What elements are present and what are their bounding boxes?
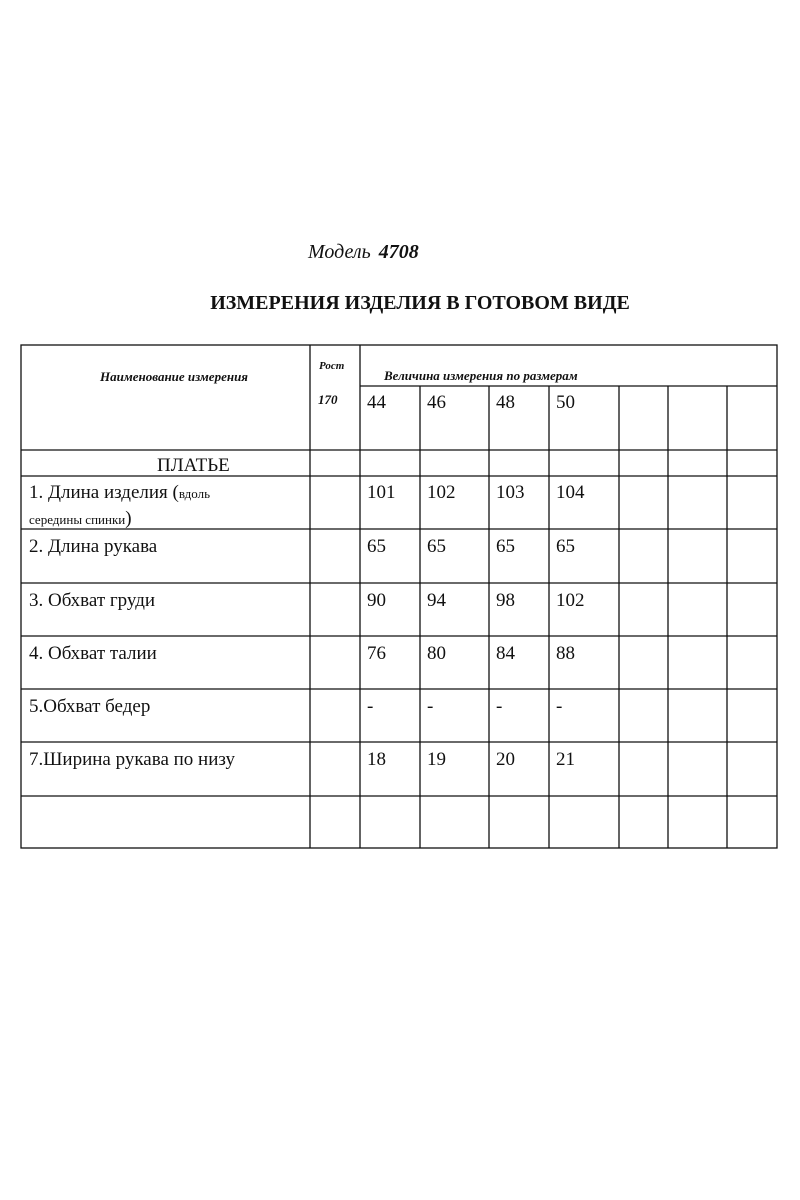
row-name-line2 (29, 509, 132, 528)
table-cell: 104 (556, 482, 585, 503)
height-value: 170 (318, 392, 338, 407)
table-cell: 76 (367, 643, 386, 664)
table-cell: 88 (556, 643, 575, 664)
table-cell: 65 (367, 536, 386, 557)
model-label: Модель (308, 241, 371, 263)
table-cell: 20 (496, 749, 515, 770)
table-cell: 103 (496, 482, 525, 503)
table-cell: 98 (496, 590, 515, 611)
model-number: 4708 (378, 241, 419, 263)
table-cell: 102 (556, 590, 585, 611)
table-cell: - (367, 696, 374, 717)
table-cell: 101 (367, 482, 396, 503)
table-cell: 90 (367, 590, 386, 611)
page-title: ИЗМЕРЕНИЯ ИЗДЕЛИЯ В ГОТОВОМ ВИДЕ (210, 292, 630, 314)
table-cell: 19 (427, 749, 446, 770)
row-name-main: 1. Длина изделия ( (29, 482, 179, 503)
size-header: 48 (496, 392, 515, 413)
table-cell: - (556, 696, 563, 717)
table-cell: 80 (427, 643, 446, 664)
table-cell: 18 (367, 749, 386, 770)
size-header: 46 (427, 392, 446, 413)
row-name (29, 483, 210, 502)
row-name-note-2: середины спинки (29, 512, 126, 527)
table-cell: 65 (427, 536, 446, 557)
row-name: 2. Длина рукава (29, 536, 158, 557)
table-cell: 84 (496, 643, 515, 664)
column-header-height: Рост (319, 360, 345, 372)
table-cell: 65 (496, 536, 515, 557)
row-name-paren: ) (125, 508, 132, 529)
table-cell: 102 (427, 482, 456, 503)
row-name: 4. Обхват талии (29, 643, 157, 664)
size-header: 50 (556, 392, 575, 413)
table-cell: 65 (556, 536, 575, 557)
row-name: 3. Обхват груди (29, 590, 156, 611)
column-header-name: Наименование измерения (100, 369, 248, 384)
size-header: 44 (367, 392, 386, 413)
column-header-sizes: Величина измерения по размерам (384, 368, 578, 383)
row-name: 5.Обхват бедер (29, 696, 151, 717)
table-cell: 94 (427, 590, 446, 611)
table-cell: - (427, 696, 434, 717)
section-label: ПЛАТЬЕ (157, 455, 230, 476)
table-cell: - (496, 696, 503, 717)
table-cell: 21 (556, 749, 575, 770)
row-name: 7.Ширина рукава по низу (29, 749, 235, 770)
row-name-note: вдоль (178, 486, 211, 501)
